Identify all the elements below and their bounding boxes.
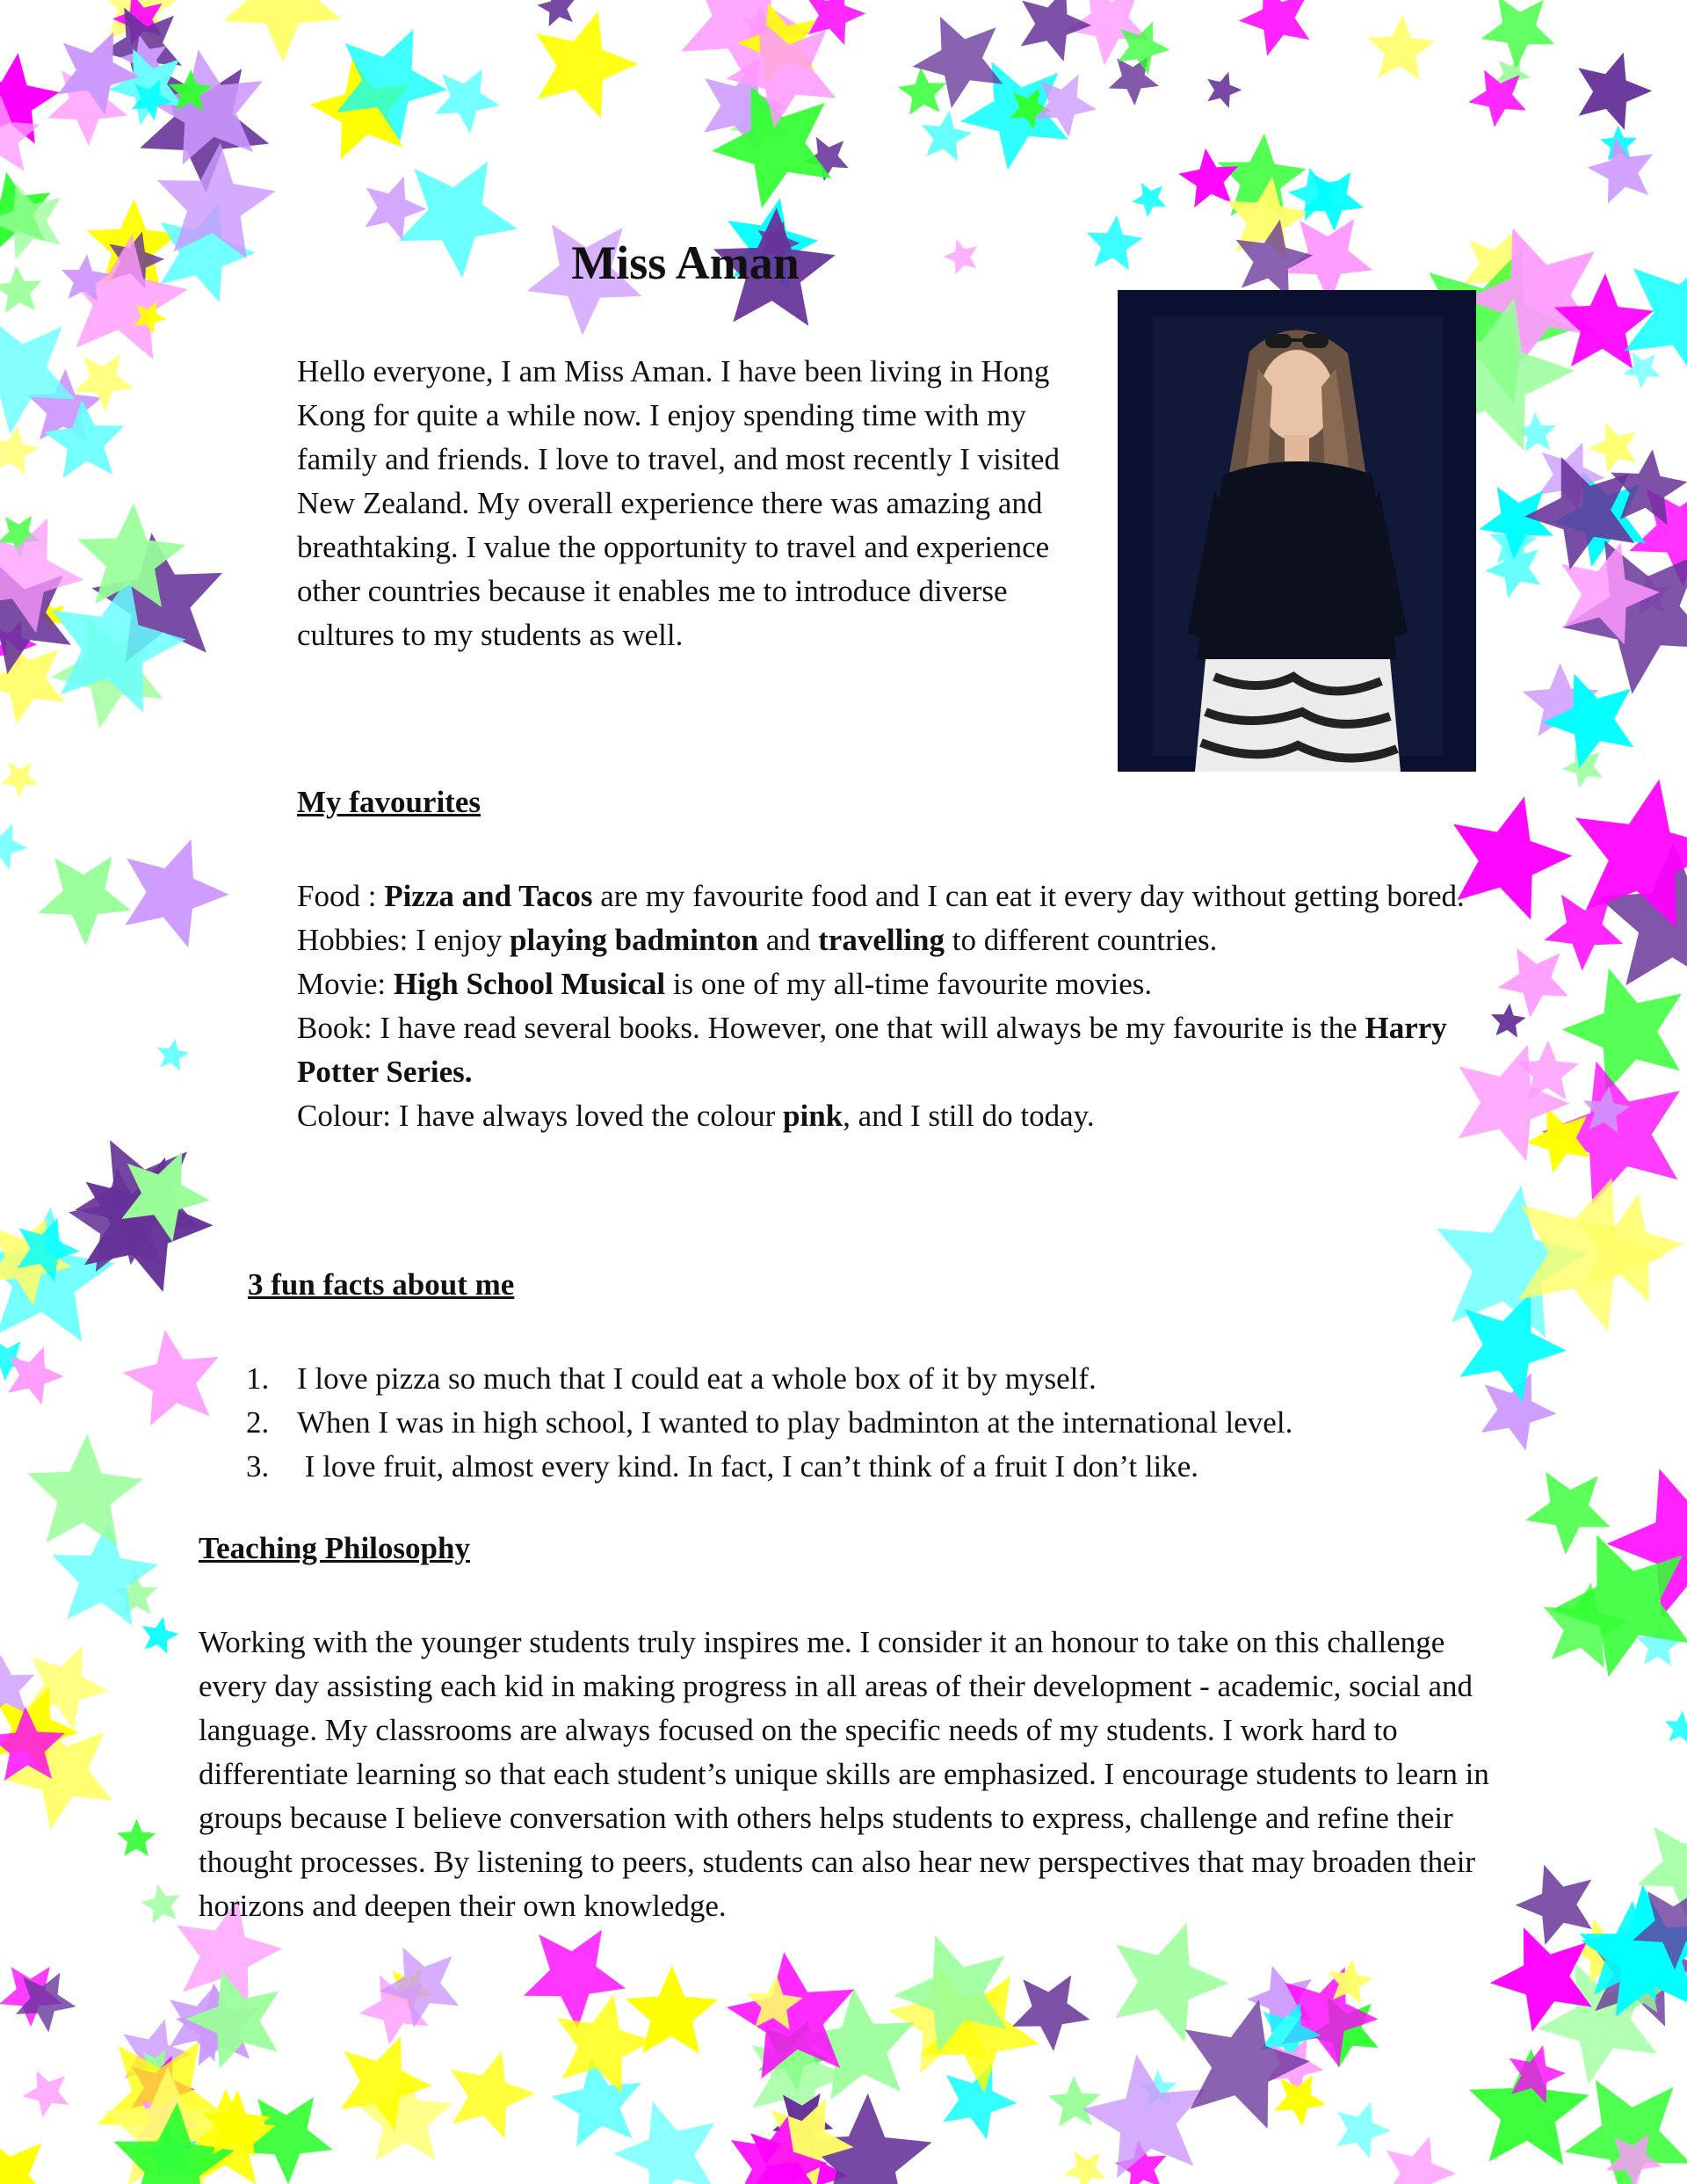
list-item: 1. I love pizza so much that I could eat a whole box of it by myself. — [246, 1361, 1097, 1396]
intro-paragraph: Hello everyone, I am Miss Aman. I have been living in Hong Kong for quite a while now. I enjoy spending time with my family and friends. I love to travel, and most recently I visited New Zealand. My overall experience there was amazing and breathtaking. I value the opportunity to travel and experience other countries because it enables me to introduce diverse cultures to my students as well. — [297, 354, 1060, 652]
favourite-hobbies: Hobbies: I enjoy playing badminton and travelling to different countries. — [297, 923, 1218, 957]
fun-facts-list — [246, 1357, 1494, 1489]
list-item: 2. When I was in high school, I wanted to play badminton at the international level. — [246, 1405, 1293, 1440]
fun-facts-heading: 3 fun facts about me — [248, 1267, 515, 1302]
favourite-food: Food : Pizza and Tacos are my favourite food and I can eat it every day without getting bored. — [297, 879, 1465, 913]
page-title: Miss Aman — [571, 236, 800, 289]
favourites-list — [297, 874, 1492, 1138]
favourites-heading: My favourites — [297, 785, 481, 819]
list-item: 3. I love fruit, almost every kind. In fact, I can’t think of a fruit I don’t like. — [246, 1449, 1199, 1484]
philosophy-paragraph: Working with the younger students truly inspires me. I consider it an honour to take on this challenge every day assisting each kid in making progress in all areas of their development - academic, social and language. My classrooms are always focused on the specific needs of my students. I work hard to differentiate learning so that each student’s unique skills are emphasized. I encourage students to learn in groups because I believe conversation with others helps students to express, challenge and refine their thought processes. By listening to peers, students can also hear new perspectives that may broaden their horizons and deepen their own knowledge. — [199, 1625, 1489, 1923]
favourite-colour: Colour: I have always loved the colour pink, and I still do today. — [297, 1099, 1095, 1133]
favourite-movie: Movie: High School Musical is one of my all-time favourite movies. — [297, 967, 1153, 1001]
teacher-photo — [1118, 290, 1476, 772]
philosophy-heading: Teaching Philosophy — [199, 1531, 470, 1565]
favourite-book: Book: I have read several books. However, one that will always be my favourite is the Harry Potter Series. — [297, 1011, 1447, 1089]
